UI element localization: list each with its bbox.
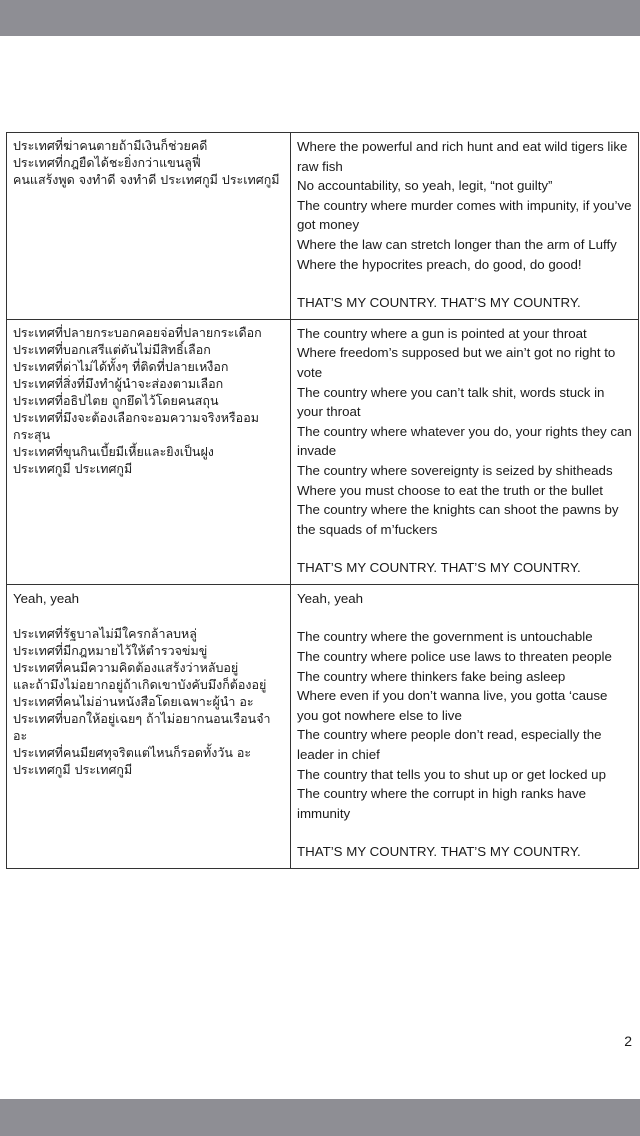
thai-line: ประเทศที่ฆ่าคนตายถ้ามีเงินก็ช่วยคดี	[13, 138, 208, 153]
thai-cell	[7, 319, 291, 584]
bottom-toolbar	[0, 1099, 640, 1136]
english-intro: Yeah, yeah	[297, 590, 364, 606]
thai-line: ประเทศที่สิ่งที่มึงทำผู้นำจะส่องตามเลือก	[13, 375, 224, 391]
thai-line: ประเทศที่รัฐบาลไม่มีใครกล้าลบหลู่	[13, 626, 197, 642]
english-line: The country where thinkers fake being asleep	[297, 668, 566, 684]
thai-line: ประเทศที่กฎยืดได้ชะยิ่งกว่าแขนลูฟี่	[13, 155, 201, 170]
thai-line: ประเทศที่คนมียศทุจริตแต่ไหนก็รอดทั้งวัน อะ	[13, 745, 252, 761]
english-line: The country where the knights can shoot the pawns by the squads of m’fuckers	[297, 502, 619, 537]
english-line: The country where murder comes with impunity, if you’ve got money	[297, 197, 632, 233]
english-cell	[291, 133, 639, 320]
english-line: The country that tells you to shut up or get locked up	[297, 766, 606, 782]
thai-line: ประเทศกูมี ประเทศกูมี	[13, 762, 133, 778]
english-line: No accountability, so yeah, legit, “not guilty”	[297, 178, 553, 194]
english-line: Where freedom’s supposed but we ain’t got no right to vote	[297, 345, 616, 380]
lyrics-table	[6, 132, 639, 869]
english-line: Where you must choose to eat the truth or the bullet	[297, 482, 603, 498]
english-line: Where even if you don’t wanna live, you gotta ‘cause you got nowhere else to live	[297, 688, 608, 723]
english-line: The country where sovereignty is seized by shitheads	[297, 462, 613, 478]
english-line: Where the powerful and rich hunt and eat wild tigers like raw fish	[297, 139, 628, 174]
english-cell	[291, 584, 639, 868]
english-line: The country where the corrupt in high ranks have immunity	[297, 786, 586, 821]
english-line: The country where people don’t read, especially the leader in chief	[297, 727, 602, 763]
english-line: Where the law can stretch longer than the arm of Luffy	[297, 236, 617, 252]
thai-line: ประเทศที่ด่าไม่ได้ทั้งๆ ที่ติดที่ปลายเหงือก	[13, 358, 229, 374]
thai-line: ประเทศที่อธิปไตย ถูกยึดไว้โดยคนสถุน	[13, 392, 219, 408]
thai-intro: Yeah, yeah	[13, 590, 80, 606]
thai-line: และถ้ามึงไม่อยากอยู่ถ้าเกิดเขาบังคับมึงก็ต้องอยู่	[13, 677, 267, 693]
thai-line: ประเทศกูมี ประเทศกูมี	[13, 460, 133, 476]
thai-cell	[7, 133, 291, 320]
english-line: The country where police use laws to threaten people	[297, 649, 612, 665]
top-status-bar	[0, 0, 640, 36]
english-line: Where the hypocrites preach, do good, do good!	[297, 256, 582, 272]
refrain-line: THAT’S MY COUNTRY. THAT’S MY COUNTRY.	[297, 560, 581, 576]
refrain-line: THAT’S MY COUNTRY. THAT’S MY COUNTRY.	[297, 844, 581, 860]
thai-line: คนแสร้งพูด จงทำดี จงทำดี ประเทศกูมี ประเทศกูมี	[13, 172, 280, 187]
english-line: The country where you can’t talk shit, words stuck in your throat	[297, 384, 605, 420]
table-row	[7, 133, 639, 320]
thai-line: ประเทศที่บอกเสรีแต่ดันไม่มีสิทธิ์เลือก	[13, 341, 211, 357]
thai-line: ประเทศที่ขุนกินเบี้ยมีเหี้ยและยิงเป็นฝูง	[13, 443, 214, 459]
english-cell	[291, 319, 639, 584]
thai-line: ประเทศที่ปลายกระบอกคอยจ่อที่ปลายกระเดือก	[13, 324, 262, 340]
table-row	[7, 319, 639, 584]
refrain-line: THAT’S MY COUNTRY. THAT’S MY COUNTRY.	[297, 295, 581, 311]
table-row	[7, 584, 639, 868]
thai-line: ประเทศที่คนมีความคิดต้องแสร้งว่าหลับอยู่	[13, 660, 239, 676]
page-number: 2	[624, 1033, 632, 1049]
thai-line: ประเทศที่มีกฎหมายไว้ให้ตำรวจข่มขู่	[13, 643, 208, 659]
thai-line: ประเทศที่มึงจะต้องเลือกจะอมความจริงหรืออมกระสุน	[13, 409, 259, 442]
english-line: The country where the government is untouchable	[297, 629, 593, 645]
thai-line: ประเทศที่คนไม่อ่านหนังสือโดยเฉพาะผู้นำ อะ	[13, 694, 254, 710]
thai-line: ประเทศที่บอกให้อยู่เฉยๆ ถ้าไม่อยากนอนเรือนจำ อะ	[13, 711, 271, 744]
thai-cell	[7, 584, 291, 868]
english-line: The country where a gun is pointed at your throat	[297, 325, 587, 341]
english-line: The country where whatever you do, your rights they can invade	[297, 423, 632, 459]
